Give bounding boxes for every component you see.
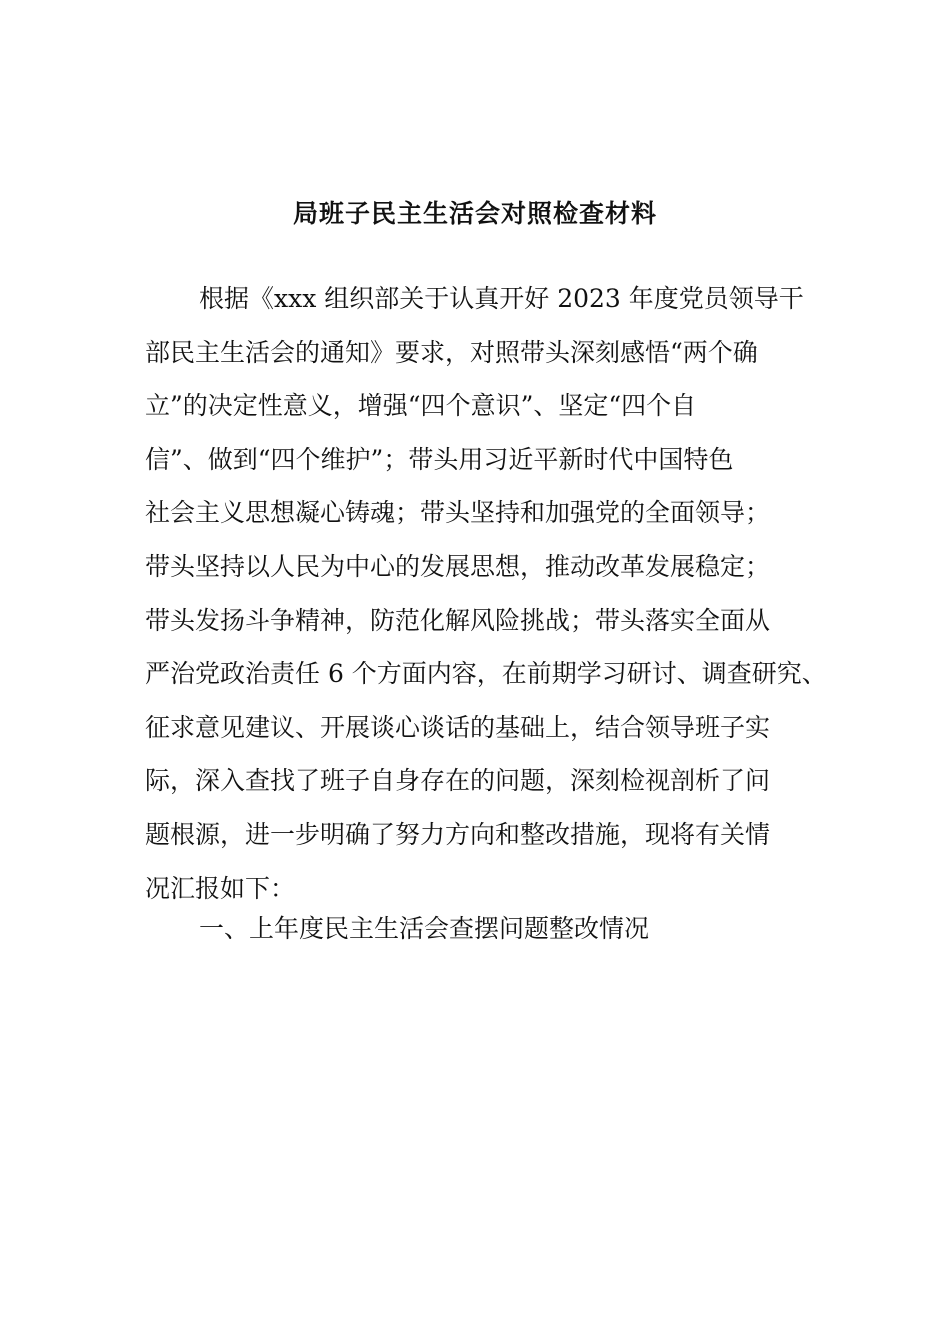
paragraph-line: 带头坚持以人民为中心的发展思想，推动改革发展稳定； — [145, 551, 771, 581]
paragraph-line: 带头发扬斗争精神，防范化解风险挑战；带头落实全面从 — [145, 605, 771, 635]
document-title: 局班子民主生活会对照检查材料 — [292, 199, 657, 228]
paragraph-line: 题根源，进一步明确了努力方向和整改措施，现将有关情 — [145, 819, 771, 849]
paragraph-line: 部民主生活会的通知》要求，对照带头深刻感悟“两个确 — [145, 337, 758, 367]
section-heading: 一、上年度民主生活会查摆问题整改情况 — [199, 914, 650, 943]
paragraph-line: 严治党政治责任 6 个方面内容，在前期学习研讨、调查研究、 — [145, 659, 827, 689]
intro-paragraph — [145, 278, 845, 921]
paragraph-line: 信”、做到“四个维护”；带头用习近平新时代中国特色 — [145, 444, 734, 474]
paragraph-line: 况汇报如下： — [145, 873, 296, 903]
paragraph-line: 根据《xxx 组织部关于认真开好 2023 年度党员领导干 — [199, 284, 804, 313]
paragraph-line: 立”的决定性意义，增强“四个意识”、坚定“四个自 — [145, 391, 697, 421]
paragraph-line: 际，深入查找了班子自身存在的问题，深刻检视剖析了问 — [145, 766, 771, 796]
paragraph-line: 社会主义思想凝心铸魂；带头坚持和加强党的全面领导； — [145, 498, 771, 528]
paragraph-line: 征求意见建议、开展谈心谈话的基础上，结合领导班子实 — [145, 712, 771, 742]
